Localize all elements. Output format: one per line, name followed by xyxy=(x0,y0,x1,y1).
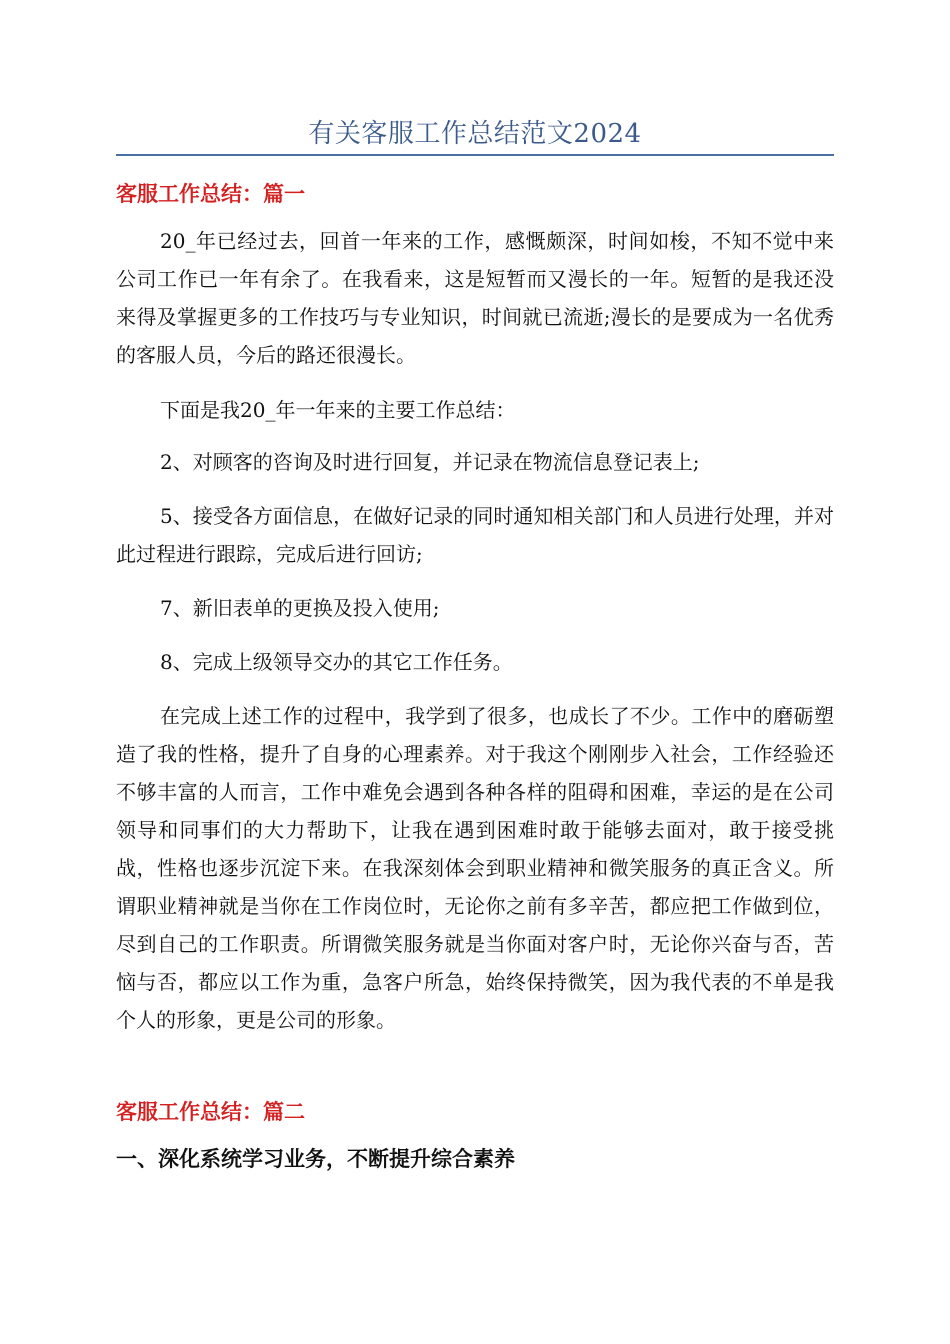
paragraph-summary-lead: 下面是我20_年一年来的主要工作总结： xyxy=(160,398,516,422)
subheading-1: 一、深化系统学习业务，不断提升综合素养 xyxy=(116,1147,515,1171)
section-heading-2: 客服工作总结：篇二 xyxy=(116,1100,305,1124)
paragraph-intro: 20_年已经过去，回首一年来的工作，感慨颇深，时间如梭，不知不觉中来公司工作已一年有余了。在我看来，这是短暂而又漫长的一年。短暂的是我还没来得及掌握更多的工作技巧与专业知识，时间就已流逝;漫长的是要成为一名优秀的客服人员，今后的路还很漫长。 xyxy=(116,229,834,367)
list-item-2: 2、对顾客的咨询及时进行回复，并记录在物流信息登记表上; xyxy=(160,450,700,474)
list-item-7: 7、新旧表单的更换及投入使用; xyxy=(160,596,440,620)
document-title: 有关客服工作总结范文2024 xyxy=(308,119,642,149)
paragraph-reflection: 在完成上述工作的过程中，我学到了很多，也成长了不少。工作中的磨砺塑造了我的性格，提升了自身的心理素养。对于我这个刚刚步入社会，工作经验还不够丰富的人而言，工作中难免会遇到各种各样的阻碍和困难，幸运的是在公司领导和同事们的大力帮助下，让我在遇到困难时敢于能够去面对，敢于接受挑战，性格也逐步沉淀下来。在我深刻体会到职业精神和微笑服务的真正含义。所谓职业精神就是当你在工作岗位时，无论你之前有多辛苦，都应把工作做到位，尽到自己的工作职责。所谓微笑服务就是当你面对客户时，无论你兴奋与否，苦恼与否，都应以工作为重，急客户所急，始终保持微笑，因为我代表的不单是我个人的形象，更是公司的形象。 xyxy=(116,704,834,1032)
list-item-8: 8、完成上级领导交办的其它工作任务。 xyxy=(160,650,513,674)
title-divider xyxy=(116,154,834,156)
section-heading-1: 客服工作总结：篇一 xyxy=(116,182,305,206)
list-item-5: 5、接受各方面信息，在做好记录的同时通知相关部门和人员进行处理，并对此过程进行跟踪，完成后进行回访; xyxy=(116,504,834,566)
